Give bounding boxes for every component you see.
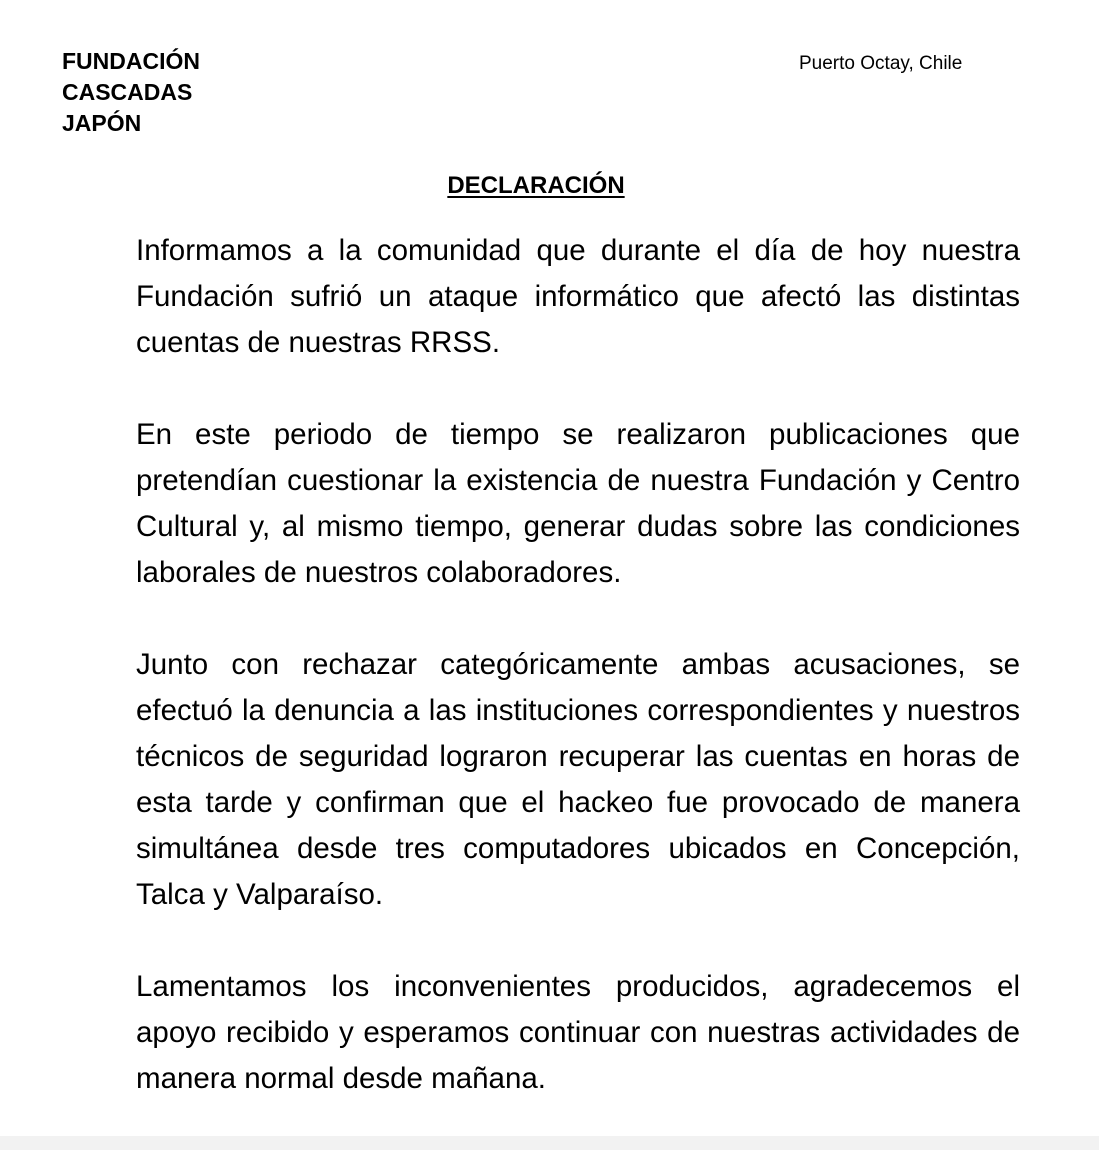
paragraph-3: Junto con rechazar categóricamente ambas acusaciones, se efectuó la denuncia a las instituciones correspondientes y nuestros técnicos de seguridad lograron recuperar las cuentas en horas de esta tarde y confirman que el hackeo fue provocado de manera simultánea desde tres computadores ubicados en Concepción, Talca y Valparaíso. <box>136 648 1020 911</box>
document-body <box>136 228 1020 1102</box>
paragraph-2: En este periodo de tiempo se realizaron publicaciones que pretendían cuestionar la existencia de nuestra Fundación y Centro Cultural y, al mismo tiempo, generar dudas sobre las condiciones laborales de nuestros colaboradores. <box>136 418 1020 589</box>
location-text: Puerto Octay, Chile <box>799 53 963 74</box>
organization-name <box>62 46 200 139</box>
org-name-line-1: FUNDACIÓN <box>62 48 200 74</box>
paragraph-1: Informamos a la comunidad que durante el día de hoy nuestra Fundación sufrió un ataque informático que afectó las distintas cuentas de nuestras RRSS. <box>136 234 1020 359</box>
page-bottom-edge <box>0 1136 1099 1150</box>
org-name-line-3: JAPÓN <box>62 110 142 136</box>
org-name-line-2: CASCADAS <box>62 79 193 105</box>
paragraph-4: Lamentamos los inconvenientes producidos, agradecemos el apoyo recibido y esperamos continuar con nuestras actividades de manera normal desde mañana. <box>136 970 1020 1095</box>
document-title: DECLARACIÓN <box>447 172 625 199</box>
